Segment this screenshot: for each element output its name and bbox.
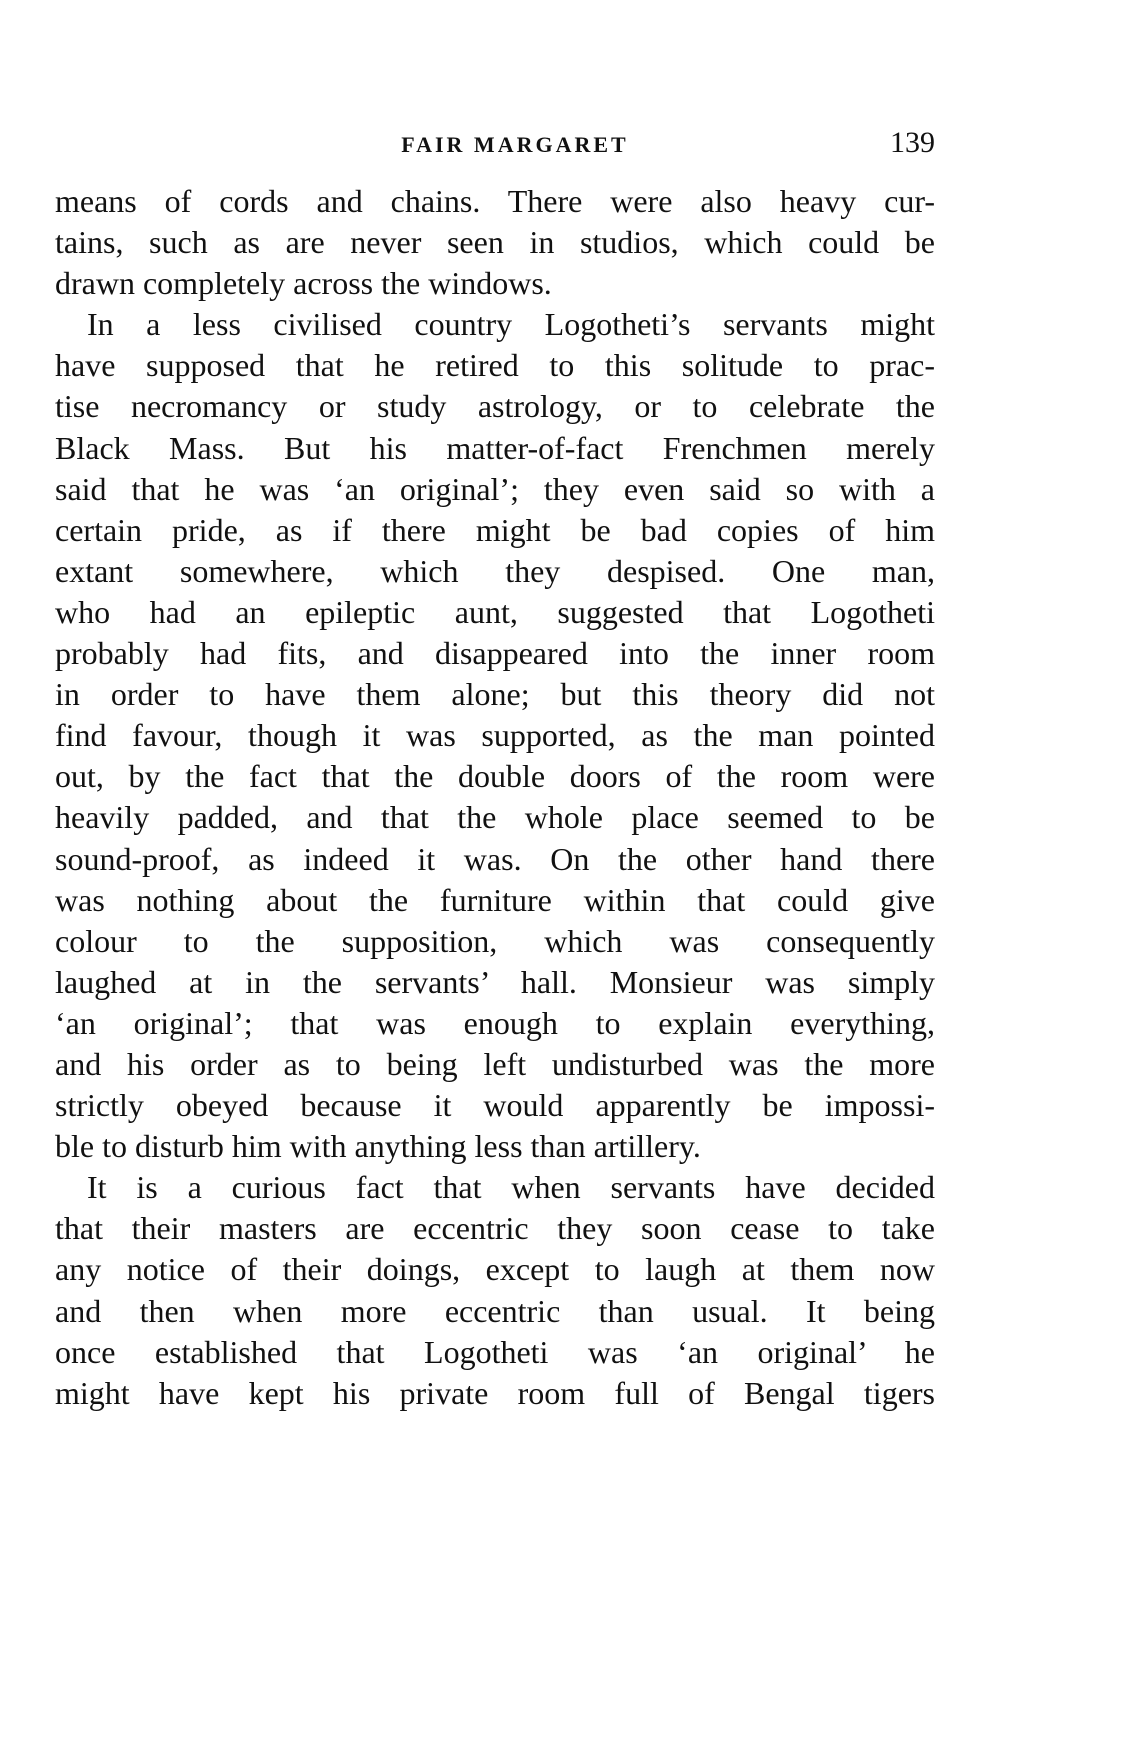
- text-line: heavily padded, and that the whole place seemed to be: [55, 799, 935, 836]
- text-line: who had an epileptic aunt, suggested that Logotheti: [55, 593, 935, 630]
- text-line: ble to disturb him with anything less than artillery.: [55, 1128, 701, 1165]
- text-line: It is a curious fact that when servants have decided: [87, 1169, 935, 1206]
- text-line: colour to the supposition, which was consequently: [55, 922, 935, 959]
- text-line: have supposed that he retired to this solitude to prac-: [55, 347, 935, 384]
- page-number: 139: [890, 126, 935, 159]
- text-line: means of cords and chains. There were also heavy cur-: [55, 183, 935, 219]
- text-line: any notice of their doings, except to laugh at them now: [55, 1251, 935, 1288]
- text-line: extant somewhere, which they despised. One man,: [55, 552, 935, 589]
- text-line: In a less civilised country Logotheti’s servants might: [87, 306, 935, 343]
- text-line: tise necromancy or study astrology, or to celebrate the: [55, 388, 935, 425]
- text-line: once established that Logotheti was ‘an original’ he: [55, 1333, 935, 1370]
- text-line: certain pride, as if there might be bad copies of him: [55, 511, 935, 548]
- text-line: Black Mass. But his matter-of-fact Frenchmen merely: [55, 429, 935, 466]
- text-line: probably had fits, and disappeared into the inner room: [55, 635, 935, 672]
- running-title: FAIR MARGARET: [401, 132, 629, 157]
- text-line: out, by the fact that the double doors of the room were: [55, 758, 935, 795]
- text-line: ‘an original’; that was enough to explain everything,: [55, 1004, 935, 1041]
- text-line: laughed at in the servants’ hall. Monsieur was simply: [55, 963, 935, 1000]
- text-line: sound-proof, as indeed it was. On the other hand there: [55, 840, 935, 877]
- text-line: find favour, though it was supported, as the man pointed: [55, 717, 935, 754]
- body-text: [55, 181, 935, 1414]
- text-line: strictly obeyed because it would apparently be impossi-: [55, 1087, 935, 1124]
- text-line: tains, such as are never seen in studios, which could be: [55, 224, 935, 261]
- text-line: in order to have them alone; but this theory did not: [55, 676, 935, 713]
- text-line: that their masters are eccentric they soon cease to take: [55, 1210, 935, 1247]
- text-line: drawn completely across the windows.: [55, 265, 552, 302]
- text-line: and his order as to being left undisturbed was the more: [55, 1045, 935, 1082]
- page-header: [55, 126, 935, 166]
- text-line: was nothing about the furniture within that could give: [55, 881, 935, 918]
- text-line: and then when more eccentric than usual. It being: [55, 1292, 935, 1329]
- text-line: said that he was ‘an original’; they even said so with a: [55, 470, 935, 507]
- text-line: might have kept his private room full of Bengal tigers: [55, 1374, 935, 1411]
